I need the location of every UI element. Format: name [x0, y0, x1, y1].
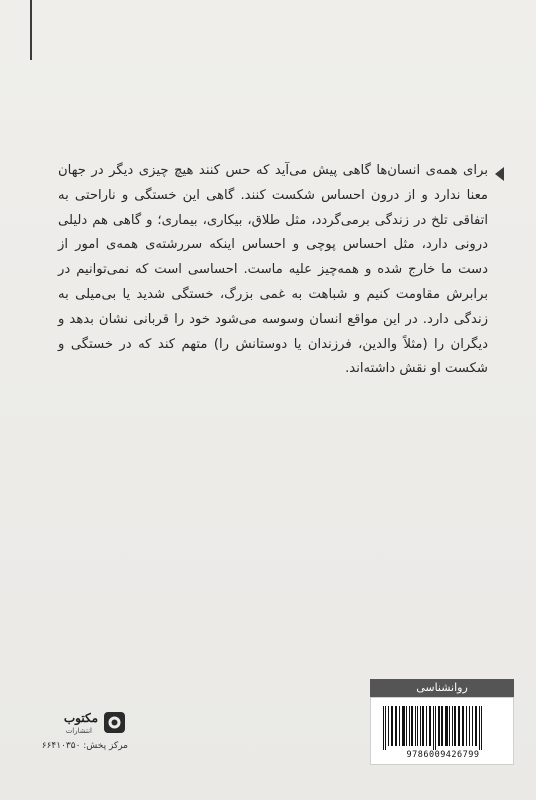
barcode-bar: [426, 706, 427, 746]
triangle-marker-icon: [495, 167, 504, 181]
isbn-barcode: [370, 697, 514, 765]
top-vertical-rule: [30, 0, 32, 60]
barcode-bar: [481, 706, 482, 750]
barcode-bar: [458, 706, 460, 746]
barcode-icon: [383, 706, 503, 750]
barcode-bar: [409, 706, 410, 746]
barcode-bar: [406, 706, 407, 746]
blurb-paragraph: برای همه‌ی انسان‌ها گاهی پیش می‌آید که حس کنند هیچ چیزی دیگر در جهان معنا ندارد و از درون احساس شکست کنند. گاهی این خستگی و ناراحتی به اتفاقی تلخ در زندگی برمی‌گردد، مثل طلاق، بیکاری، بیماری؛ و گاهی هم دلیلی درونی دارد، مثل احساس پوچی و احساس اینکه سررشته‌ی همه‌ی امور از دست ما خارج شده و همه‌چیز علیه ماست. احساسی است که نمی‌توانیم در برابرش مقاومت کنیم و شباهت به غمی بزرگ، خستگی شدید یا بی‌میلی به زندگی دارد. در این مواقع انسان وسوسه می‌شود خود را قربانی نشان بدهد و دیگران را (مثلاً والدین، فرزندان یا دوستانش را) متهم کند که در خستگی و شکست او نقش داشته‌اند.: [58, 163, 488, 377]
barcode-bar: [417, 706, 418, 746]
barcode-bar: [391, 706, 393, 746]
publisher-name: مکتوب: [63, 711, 98, 725]
barcode-bar: [452, 706, 453, 746]
barcode-bar: [466, 706, 467, 746]
barcode-bar: [388, 706, 389, 746]
barcode-bar: [383, 706, 384, 750]
barcode-bar: [472, 706, 473, 746]
barcode-bar: [415, 706, 416, 746]
barcode-bar: [399, 706, 400, 746]
barcode-bar: [402, 706, 405, 746]
barcode-bar: [438, 706, 440, 746]
barcode-bar: [420, 706, 421, 746]
barcode-bar: [411, 706, 413, 746]
barcode-bar: [441, 706, 443, 746]
distribution-phone: مرکز پخش: ۶۶۴۱۰۳۵۰: [41, 741, 128, 751]
barcode-bar: [469, 706, 470, 746]
barcode-bar: [454, 706, 456, 746]
barcode-bar: [479, 706, 480, 750]
isbn-number: 9786009426799: [406, 750, 480, 760]
barcode-bar: [449, 706, 450, 746]
barcode-bar: [435, 706, 436, 750]
barcode-bar: [462, 706, 464, 746]
barcode-bar: [385, 706, 386, 750]
barcode-bar: [395, 706, 397, 746]
barcode-bar: [429, 706, 431, 746]
genre-label: روانشناسی: [370, 679, 514, 697]
back-cover-blurb: [58, 159, 488, 382]
barcode-bar: [422, 706, 424, 746]
publisher-subtitle: انتشارات: [65, 727, 92, 735]
barcode-bar: [475, 706, 477, 746]
barcode-bar: [433, 706, 434, 750]
barcode-bar: [445, 706, 448, 746]
